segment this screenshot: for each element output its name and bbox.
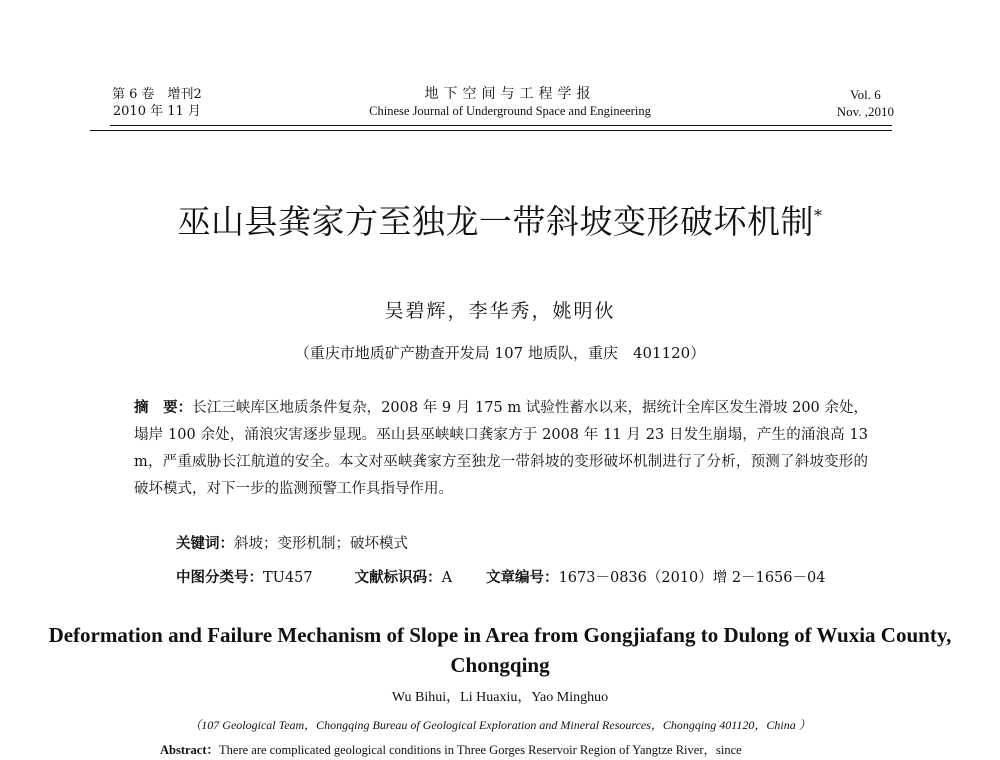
- title-footnote-mark: *: [814, 206, 823, 225]
- header-rule-top: [110, 125, 892, 126]
- paper-title-cn: [0, 196, 1000, 243]
- keywords-cn-text: 斜坡；变形机制；破坏模式: [234, 536, 408, 552]
- header-volume-en-line: Vol. 6: [849, 87, 881, 102]
- header-volume-cn: [112, 86, 202, 120]
- doc-code-value: A: [441, 570, 453, 586]
- abstract-cn-text: 长江三峡库区地质条件复杂，2008 年 9 月 175 m 试验性蓄水以来，据统计全库区发生滑坡 200 余处，塌岸 100 余处，涌浪灾害逐步显现。巫山县巫峡峡口龚家方于 2008 年 11 月 23 日发生崩塌，产生的涌浪高 13 m，严重威胁长江航道的安全。本文对巫峡龚家方至独龙一带斜坡的变形破坏机制进行了分析，预测了斜坡变形的破坏模式，对下一步的监测预警工作具指导作用。: [134, 400, 868, 497]
- header-date-cn: 2010 年 11 月: [112, 104, 201, 119]
- clc-label: 中图分类号：: [176, 569, 263, 586]
- article-no-label: 文章编号：: [486, 569, 559, 586]
- abstract-cn: [134, 394, 868, 503]
- header-rule-bottom: [90, 130, 892, 131]
- paper-title-en: Deformation and Failure Mechanism of Slope in Area from Gongjiafang to Dulong of Wuxia County, Chongqing: [48, 623, 952, 677]
- paper-title-cn-text: 巫山县龚家方至独龙一带斜坡变形破坏机制: [177, 202, 814, 241]
- classification-line: [176, 566, 825, 587]
- header-volume-en: [837, 86, 894, 120]
- affiliation-cn: （重庆市地质矿产勘查开发局 107 地质队，重庆 401120）: [294, 344, 706, 362]
- abstract-en: [160, 740, 880, 758]
- journal-name-en: Chinese Journal of Underground Space and Engineering: [369, 104, 651, 118]
- abstract-en-text: There are complicated geological conditions in Three Gorges Reservoir Region of Yangtze River，since: [219, 743, 742, 757]
- abstract-cn-label: 摘 要：: [134, 399, 193, 416]
- doc-code-label: 文献标识码：: [354, 569, 442, 586]
- affiliation-en: （107 Geological Team，Chongqing Bureau of Geological Exploration and Mineral Resources，Chongqing 401120，China ）: [189, 718, 811, 732]
- journal-name-cn: 地下空间与工程学报: [424, 86, 596, 102]
- article-no-value: 1673－0836（2010）增 2－1656－04: [558, 570, 826, 586]
- header-volume-cn-line: 第 6 卷 增刊2: [112, 87, 202, 102]
- authors-cn: 吴碧辉，李华秀，姚明伙: [384, 300, 616, 322]
- keywords-cn-label: 关键词：: [176, 535, 234, 552]
- authors-en: Wu Bihui，Li Huaxiu，Yao Minghuo: [391, 690, 609, 705]
- abstract-en-label: Abstract：: [160, 743, 220, 757]
- header-journal: [320, 86, 700, 120]
- keywords-cn: [176, 532, 408, 553]
- header-date-en: Nov. ,2010: [836, 104, 894, 119]
- clc-value: TU457: [263, 570, 313, 586]
